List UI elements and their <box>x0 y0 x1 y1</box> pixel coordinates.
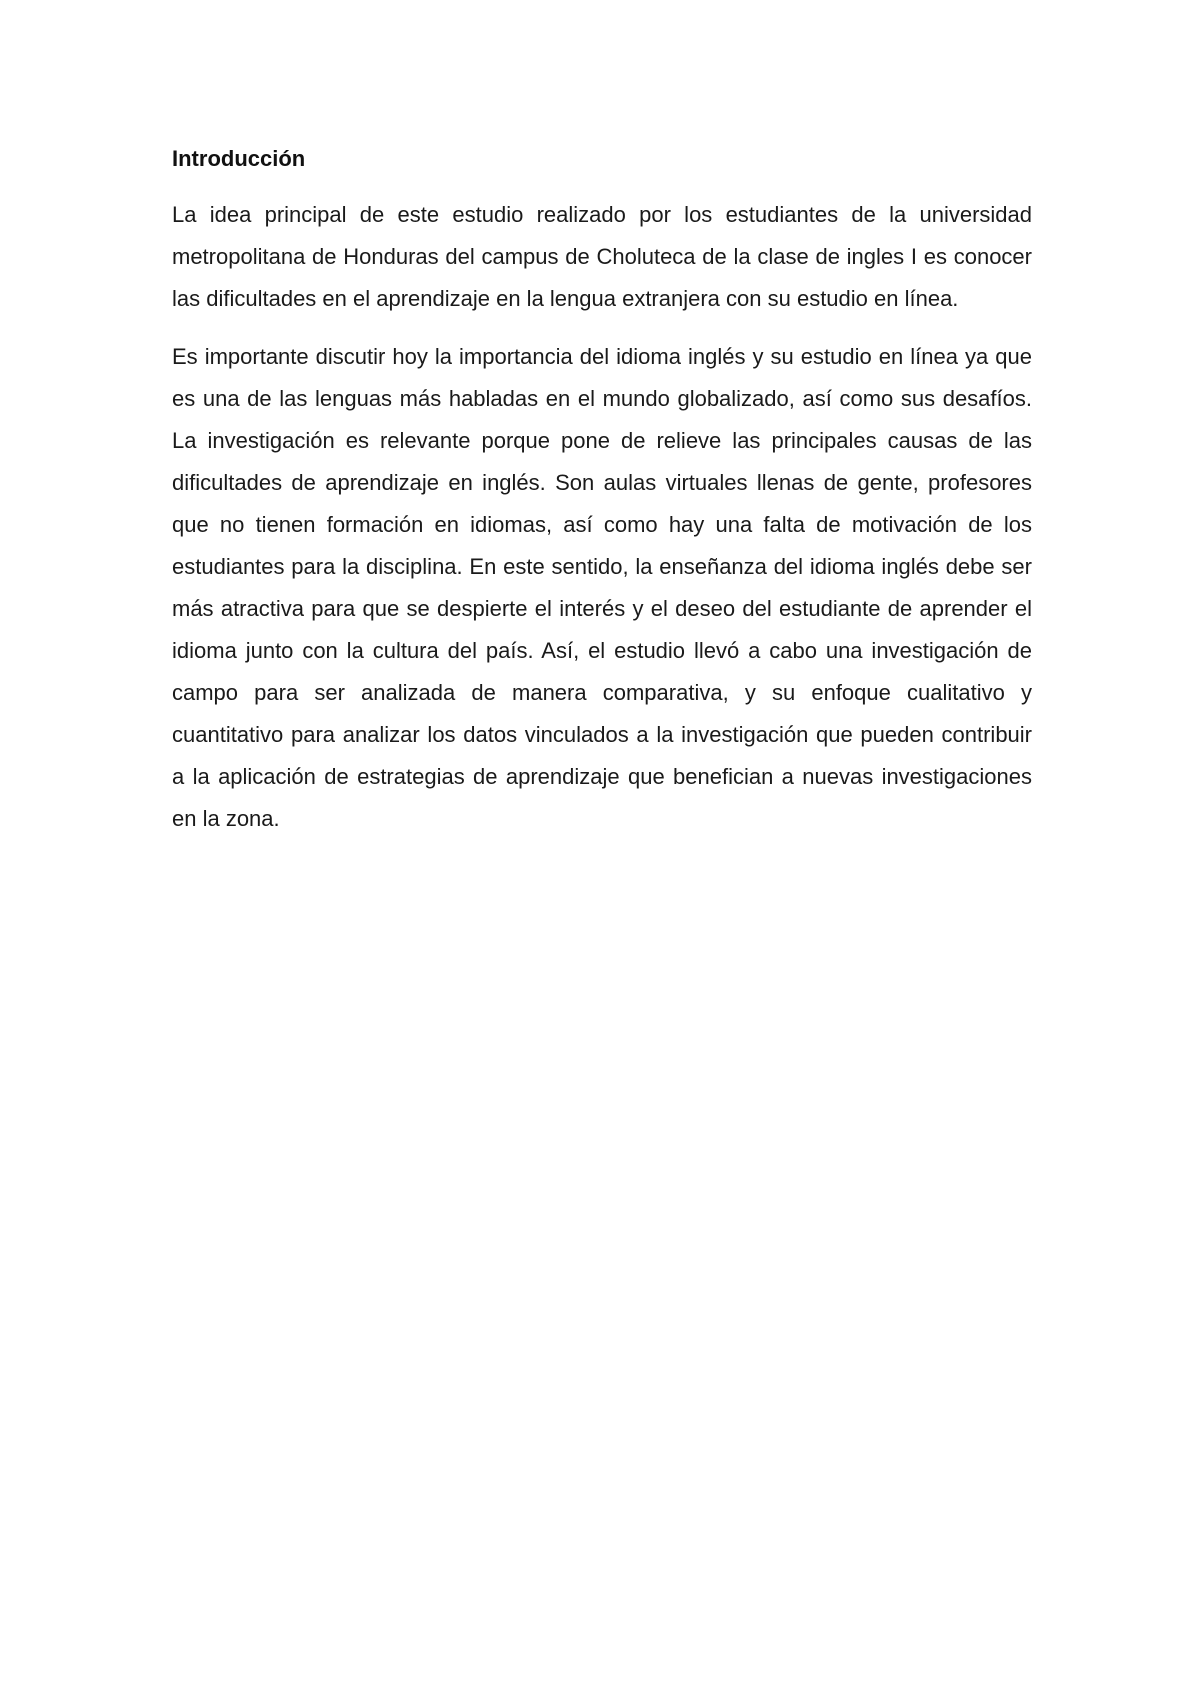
paragraph-2: Es importante discutir hoy la importancia del idioma inglés y su estudio en línea ya que es una de las lenguas más habladas en el mundo globalizado, así como sus desafíos. La investigación es relevante porque pone de relieve las principales causas de las dificultades de aprendizaje en inglés. Son aulas virtuales llenas de gente, profesores que no tienen formación en idiomas, así como hay una falta de motivación de los estudiantes para la disciplina. En este sentido, la enseñanza del idioma inglés debe ser más atractiva para que se despierte el interés y el deseo del estudiante de aprender el idioma junto con la cultura del país. Así, el estudio llevó a cabo una investigación de campo para ser analizada de manera comparativa, y su enfoque cualitativo y cuantitativo para analizar los datos vinculados a la investigación que pueden contribuir a la aplicación de estrategias de aprendizaje que benefician a nuevas investigaciones en la zona. <box>172 344 1032 831</box>
section-heading: Introducción <box>172 146 306 171</box>
document-body <box>172 138 1032 856</box>
paragraph-1: La idea principal de este estudio realizado por los estudiantes de la universidad metropolitana de Honduras del campus de Choluteca de la clase de ingles I es conocer las dificultades en el aprendizaje en la lengua extranjera con su estudio en línea. <box>172 202 1032 311</box>
